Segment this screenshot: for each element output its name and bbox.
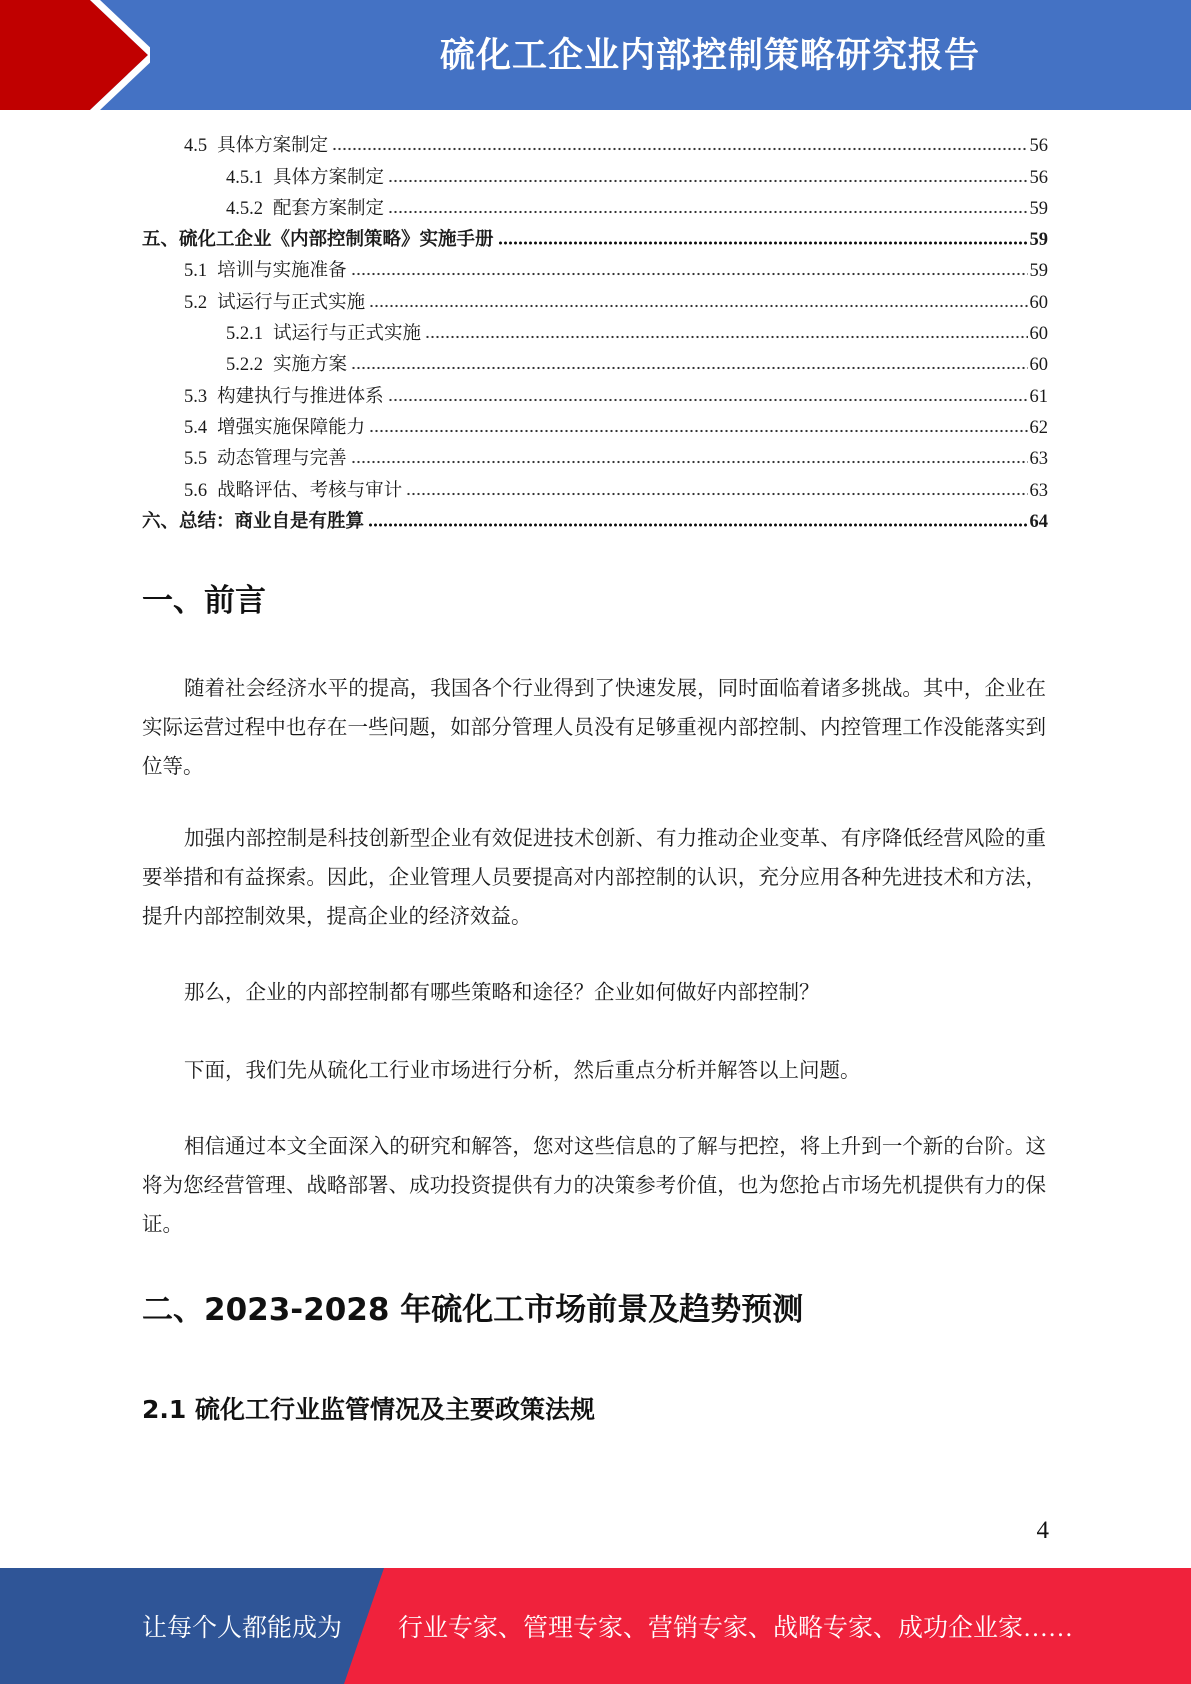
- toc-page-number: 60: [1029, 355, 1048, 376]
- footer-slogan-right: 行业专家、管理专家、营销专家、战略专家、成功企业家……: [398, 1615, 1074, 1642]
- toc-leader-dots: [369, 428, 1027, 434]
- toc-entry-chapter[interactable]: [142, 221, 1048, 252]
- toc-page-number: 59: [1029, 261, 1048, 282]
- red-arrow-decoration: [0, 0, 150, 110]
- page-header: [0, 0, 1191, 110]
- toc-page-number: 59: [1029, 198, 1048, 219]
- toc-page-number: 56: [1029, 167, 1048, 188]
- toc-number: 4.5.1: [226, 167, 263, 188]
- page-footer: [0, 1568, 1191, 1684]
- paragraph-1: 随着社会经济水平的提高，我国各个行业得到了快速发展，同时面临着诸多挑战。其中，企业在实际运营过程中也存在一些问题，如部分管理人员没有足够重视内部控制、内控管理工作没能落实到位等。: [142, 678, 1046, 778]
- toc-leader-dots: [351, 271, 1028, 277]
- toc-page-number: 64: [1029, 511, 1048, 532]
- toc-entry[interactable]: [142, 346, 1048, 377]
- toc-leader-dots: [351, 459, 1028, 465]
- toc-entry[interactable]: [142, 315, 1048, 346]
- toc-page-number: 59: [1029, 230, 1048, 251]
- toc-number: 5.3: [184, 386, 208, 407]
- toc-entry[interactable]: [142, 409, 1048, 440]
- market-forecast-heading: 二、2023-2028 年硫化工市场前景及趋势预测: [142, 1292, 804, 1328]
- toc-number: 5.4: [184, 417, 208, 438]
- toc-entry[interactable]: [142, 471, 1048, 502]
- toc-leader-dots: [406, 491, 1027, 497]
- toc-title: 培训与实施准备: [217, 261, 347, 282]
- toc-title: 配套方案制定: [273, 198, 385, 219]
- toc-title: 动态管理与完善: [217, 449, 347, 470]
- toc-title: 实施方案: [273, 355, 348, 376]
- toc-title: 五、硫化工企业《内部控制策略》实施手册: [142, 230, 494, 251]
- toc-entry[interactable]: [142, 158, 1048, 189]
- toc-number: 5.2.1: [226, 324, 263, 345]
- toc-page-number: 62: [1029, 417, 1048, 438]
- toc-leader-dots: [369, 303, 1027, 309]
- toc-page-number: 60: [1029, 324, 1048, 345]
- toc-title: 增强实施保障能力: [217, 417, 366, 438]
- report-title: 硫化工企业内部控制策略研究报告: [439, 36, 980, 76]
- toc-leader-dots: [498, 240, 1028, 246]
- toc-page-number: 61: [1029, 386, 1048, 407]
- toc-title: 具体方案制定: [273, 167, 385, 188]
- toc-number: 5.1: [184, 261, 208, 282]
- toc-page-number: 63: [1029, 449, 1048, 470]
- toc-entry-chapter[interactable]: [142, 503, 1048, 534]
- toc-page-number: 63: [1029, 480, 1048, 501]
- toc-entry[interactable]: [142, 127, 1048, 158]
- toc-entry[interactable]: [142, 440, 1048, 471]
- toc-page-number: 56: [1029, 136, 1048, 157]
- toc-entry[interactable]: [142, 377, 1048, 408]
- toc-title: 具体方案制定: [217, 136, 329, 157]
- footer-slogan-left: 让每个人都能成为: [142, 1615, 343, 1642]
- toc-title: 试运行与正式实施: [217, 292, 366, 313]
- toc-entry[interactable]: [142, 283, 1048, 314]
- toc-entry[interactable]: [142, 190, 1048, 221]
- toc-leader-dots: [351, 365, 1027, 371]
- paragraph-4: 下面，我们先从硫化工行业市场进行分析，然后重点分析并解答以上问题。: [184, 1060, 861, 1082]
- toc-title: 战略评估、考核与审计: [217, 480, 403, 501]
- toc-title: 六、总结：商业自是有胜算: [142, 511, 365, 532]
- toc-number: 5.2: [184, 292, 208, 313]
- toc-leader-dots: [388, 209, 1027, 215]
- toc-number: 4.5.2: [226, 198, 263, 219]
- paragraph-2: 加强内部控制是科技创新型企业有效促进技术创新、有力推动企业变革、有序降低经营风险的重要举措和有益探索。因此，企业管理人员要提高对内部控制的认识，充分应用各种先进技术和方法，提升内部控制效果，提高企业的经济效益。: [142, 828, 1046, 928]
- toc-number: 5.5: [184, 449, 208, 470]
- toc-page-number: 60: [1029, 292, 1048, 313]
- toc-leader-dots: [332, 146, 1027, 152]
- toc-number: 4.5: [184, 136, 208, 157]
- subsection-heading-2-1: 2.1 硫化工行业监管情况及主要政策法规: [142, 1395, 595, 1424]
- paragraph-3: 那么，企业的内部控制都有哪些策略和途径？企业如何做好内部控制？: [184, 982, 820, 1004]
- toc-number: 5.2.2: [226, 355, 263, 376]
- preface-heading: 一、前言: [142, 583, 266, 619]
- toc-number: 5.6: [184, 480, 208, 501]
- toc-entry[interactable]: [142, 252, 1048, 283]
- toc-leader-dots: [425, 334, 1027, 340]
- paragraph-5: 相信通过本文全面深入的研究和解答，您对这些信息的了解与把控，将上升到一个新的台阶。这将为您经营管理、战略部署、成功投资提供有力的决策参考价值，也为您抢占市场先机提供有力的保证。: [142, 1136, 1046, 1236]
- toc-leader-dots: [388, 397, 1028, 403]
- toc-leader-dots: [368, 522, 1027, 528]
- table-of-contents: [142, 127, 1048, 534]
- page-number: 4: [1036, 1517, 1049, 1544]
- toc-title: 试运行与正式实施: [273, 324, 422, 345]
- toc-title: 构建执行与推进体系: [217, 386, 384, 407]
- toc-leader-dots: [388, 178, 1027, 184]
